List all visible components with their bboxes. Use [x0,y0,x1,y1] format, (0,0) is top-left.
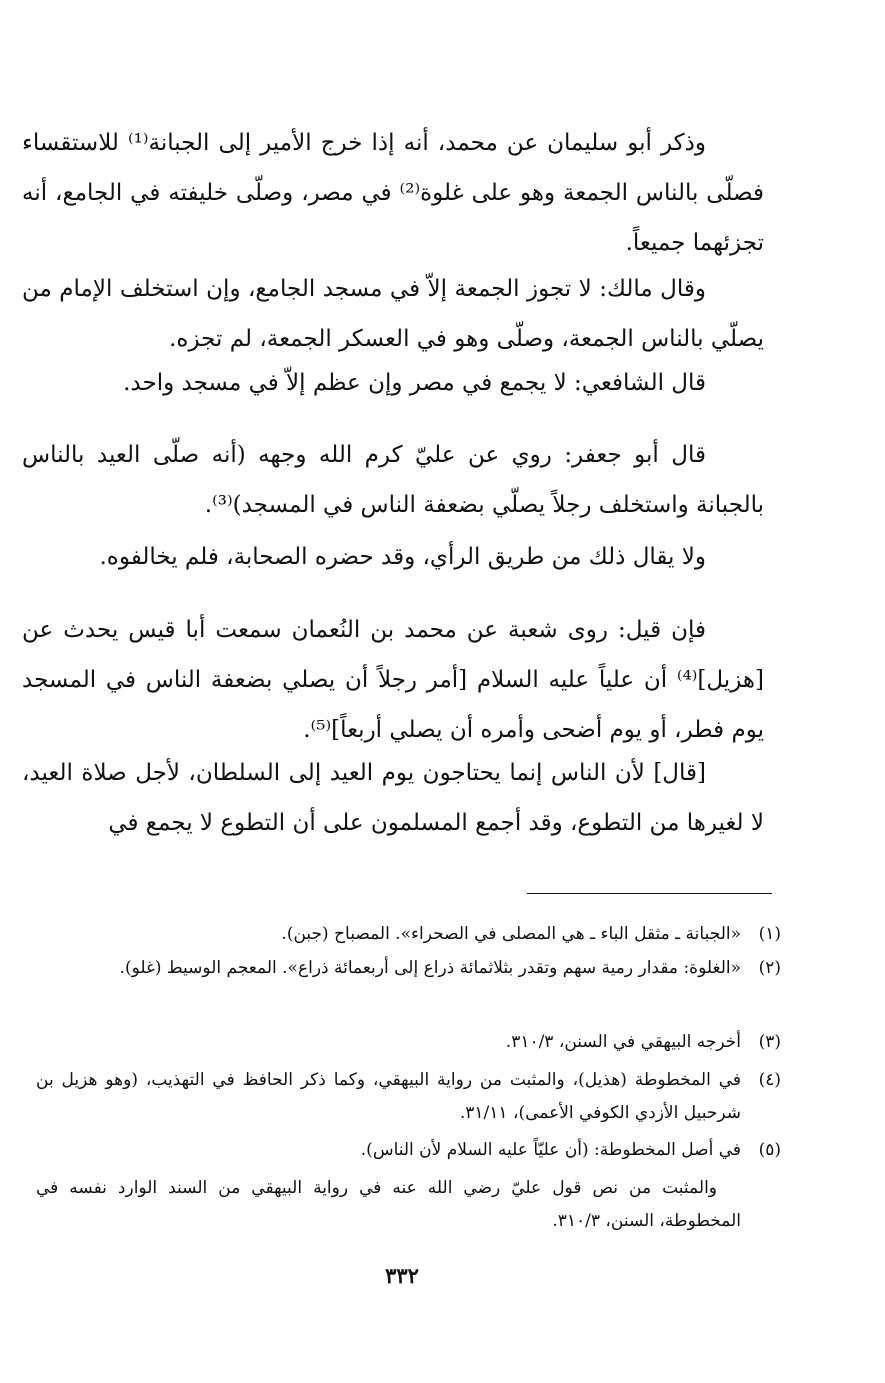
page-number: ٣٣٢ [385,1263,419,1288]
footnote-number: (٤) [758,1070,781,1090]
paragraph-3: قال الشافعي: لا يجمع في مصر وإن عظم إلاّ في مسجد واحد. [123,370,706,396]
footnote-text: «الغلوة: مقدار رمية سهم وتقدر بثلاثمائة ذراع إلى أربعمائة ذراع». المعجم الوسيط (غلو). [119,958,741,978]
paragraph-4: قال أبو جعفر: روي عن عليّ كرم الله وجهه (أنه صلّى العيد بالناس بالجبانة واستخلف رجلاً يصلّي بضعفة الناس في المسجد)⁽³⁾. [22,442,764,518]
footnote-text: أخرجه البيهقي في السنن، ٣١٠/٣. [505,1032,741,1052]
footnote-text: في أصل المخطوطة: (أن عليّاً عليه السلام لأن الناس). [360,1140,741,1160]
footnote-number: (٣) [758,1032,781,1052]
footnote-continuation: والمثبت من نص قول عليّ رضي الله عنه في رواية البيهقي من السند الوارد نفسه في المخطوطة، السنن، ٣١٠/٣. [36,1178,741,1231]
paragraph-2: وقال مالك: لا تجوز الجمعة إلاّ في مسجد الجامع، وإن استخلف الإمام من يصلّي بالناس الجمعة، وصلّى وهو في العسكر الجمعة، لم تجزه. [22,276,764,352]
footnote-number: (١) [758,924,781,944]
footnote-4 [36,1064,781,1130]
paragraph-7: [قال] لأن الناس إنما يحتاجون يوم العيد إلى السلطان، لأجل صلاة العيد، لا لغيرها من التطوع، وقد أجمع المسلمون على أن التطوع لا يجمع في [22,760,764,836]
footnote-number: (٢) [758,958,781,978]
footnote-separator [527,893,772,894]
footnote-2 [36,952,781,985]
footnote-3 [36,1026,781,1059]
footnote-number: (٥) [758,1140,781,1160]
footnote-text: في المخطوطة (هذيل)، والمثبت من رواية البيهقي، وكما ذكر الحافظ في التهذيب، (وهو هزيل بن شرحبيل الأزدي الكوفي الأعمى)، ٣١/١١. [36,1070,741,1123]
footnote-5 [36,1134,781,1167]
footnote-1 [36,918,781,951]
paragraph-5: ولا يقال ذلك من طريق الرأي، وقد حضره الصحابة، فلم يخالفوه. [99,544,706,570]
footnote-text: «الجبانة ـ مثقل الباء ـ هي المصلى في الصحراء». المصباح (جبن). [281,924,741,944]
paragraph-1: وذكر أبو سليمان عن محمد، أنه إذا خرج الأمير إلى الجبانة⁽¹⁾ للاستقساء فصلّى بالناس الجمعة وهو على غلوة⁽²⁾ في مصر، وصلّى خليفته في الجامع، أنه تجزئهما جميعاً. [22,130,764,256]
paragraph-6: فإن قيل: روى شعبة عن محمد بن النُعمان سمعت أبا قيس يحدث عن [هزيل]⁽⁴⁾ أن علياً عليه السلام [أمر رجلاً أن يصلي بضعفة الناس في المسجد يوم فطر، أو يوم أضحى وأمره أن يصلي أربعاً]⁽⁵⁾. [22,617,764,743]
